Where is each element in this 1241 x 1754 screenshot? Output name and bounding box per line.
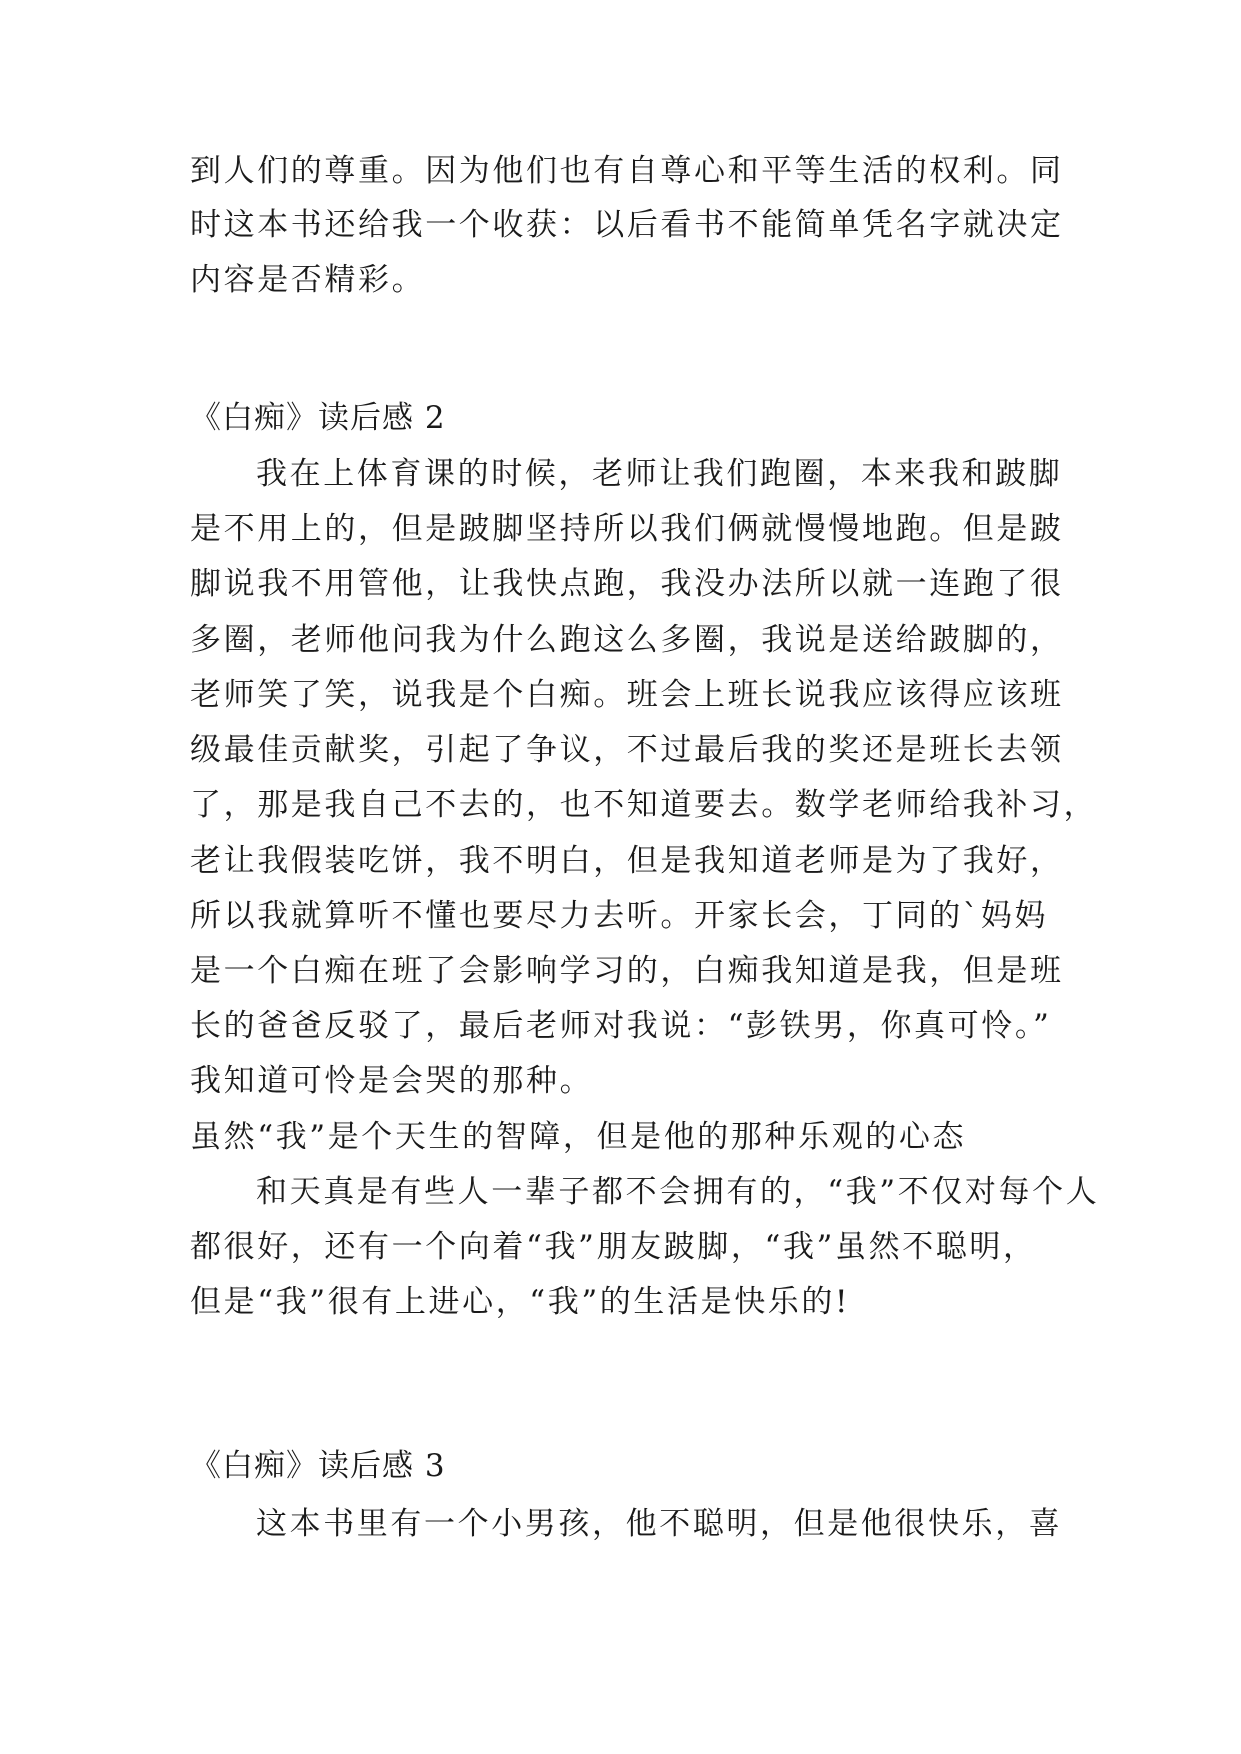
body-line: 老师笑了笑，说我是个白痴。班会上班长说我应该得应该班 (190, 677, 1064, 713)
body-line: 多圈，老师他问我为什么跑这么多圈，我说是送给跛脚的， (190, 622, 1064, 658)
body-line: 级最佳贡献奖，引起了争议，不过最后我的奖还是班长去领 (190, 732, 1064, 768)
body-line: 但是“我”很有上进心，“我”的生活是快乐的! (190, 1284, 851, 1320)
body-line: 我在上体育课的时候，老师让我们跑圈，本来我和跛脚 (256, 456, 1063, 492)
body-line: 和天真是有些人一辈子都不会拥有的，“我”不仅对每个人 (256, 1174, 1100, 1210)
intro-line: 内容是否精彩。 (190, 262, 426, 298)
intro-line: 时这本书还给我一个收获：以后看书不能简单凭名字就决定 (190, 207, 1064, 243)
body-line: 是不用上的，但是跛脚坚持所以我们俩就慢慢地跑。但是跛 (190, 511, 1064, 547)
body-line: 脚说我不用管他，让我快点跑，我没办法所以就一连跑了很 (190, 566, 1064, 602)
body-line: 所以我就算听不懂也要尽力去听。开家长会，丁同的`妈妈 (190, 898, 1049, 934)
intro-line: 到人们的尊重。因为他们也有自尊心和平等生活的权利。同 (190, 153, 1064, 189)
body-line: 都很好，还有一个向着“我”朋友跛脚，“我”虽然不聪明， (190, 1229, 1037, 1265)
body-line: 是一个白痴在班了会影响学习的，白痴我知道是我，但是班 (190, 953, 1064, 989)
body-line: 老让我假装吃饼，我不明白，但是我知道老师是为了我好， (190, 843, 1064, 879)
body-line: 长的爸爸反驳了，最后老师对我说：“彭铁男，你真可怜。” (190, 1008, 1052, 1044)
body-line: 这本书里有一个小男孩，他不聪明，但是他很快乐，喜 (256, 1506, 1063, 1542)
body-line: 了，那是我自己不去的，也不知道要去。数学老师给我补习， (190, 787, 1098, 823)
section-heading-3: 《白痴》读后感 3 (190, 1448, 446, 1484)
section-heading-2: 《白痴》读后感 2 (190, 400, 446, 436)
body-line: 虽然“我”是个天生的智障，但是他的那种乐观的心态 (190, 1119, 967, 1155)
body-line: 我知道可怜是会哭的那种。 (190, 1063, 594, 1099)
